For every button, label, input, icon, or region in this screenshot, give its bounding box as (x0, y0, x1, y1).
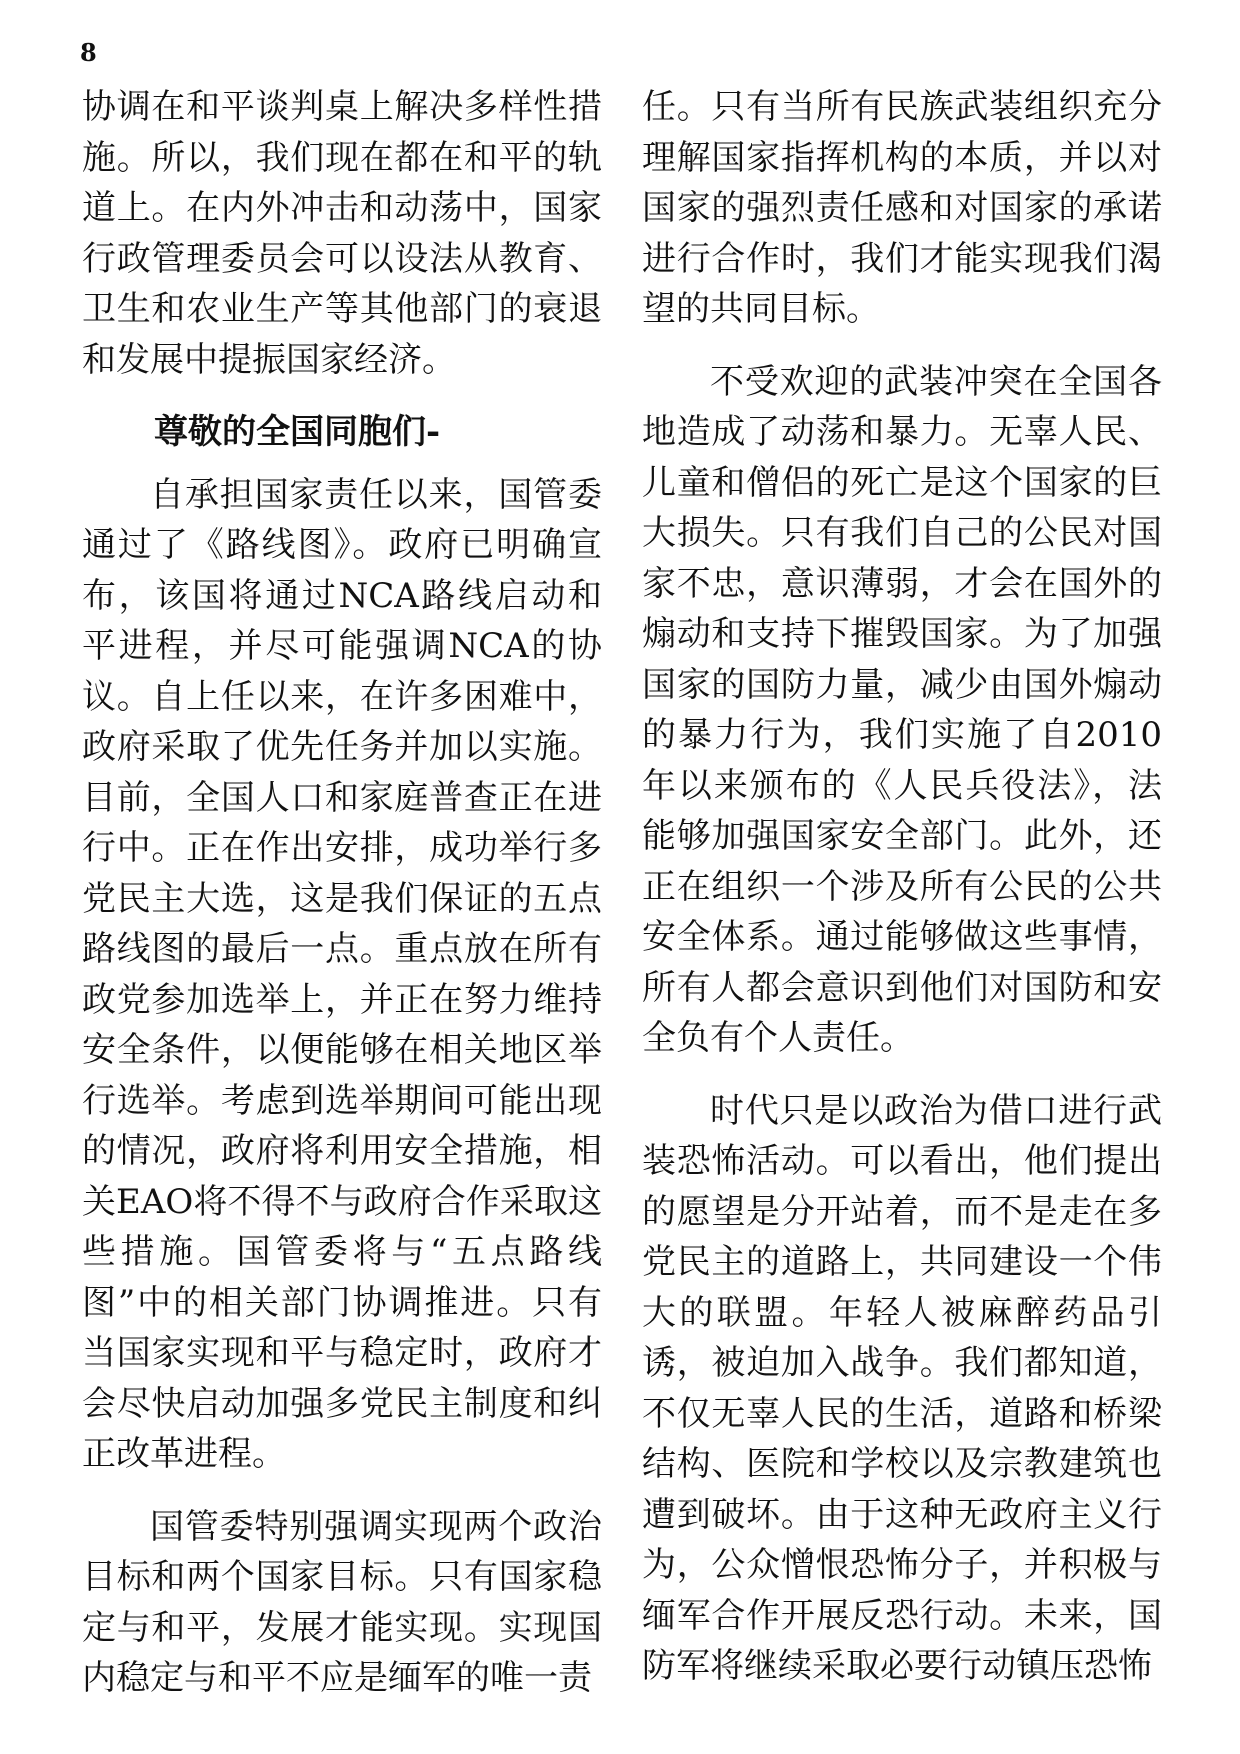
paragraph: 时代只是以政治为借口进行武装恐怖活动。可以看出，他们提出的愿望是分开站着，而不是走在多党民主的道路上，共同建设一个伟大的联盟。年轻人被麻醉药品引诱，被迫加入战争。我们都知道，不仅无辜人民的生活，道路和桥梁结构、医院和学校以及宗教建筑也遭到破坏。由于这种无政府主义行为，公众憎恨恐怖分子，并积极与缅军合作开展反恐行动。未来，国防军将继续采取必要行动镇压恐怖 (642, 1090, 1162, 1686)
right-column (642, 82, 1162, 1714)
paragraph: 国管委特别强调实现两个政治目标和两个国家目标。只有国家稳定与和平，发展才能实现。实现国内稳定与和平不应是缅军的唯一责 (82, 1506, 602, 1698)
salutation-heading: 尊敬的全国同胞们- (154, 412, 441, 452)
paragraph: 不受欢迎的武装冲突在全国各地造成了动荡和暴力。无辜人民、儿童和僧侣的死亡是这个国家的巨大损失。只有我们自己的公民对国家不忠，意识薄弱，才会在国外的煽动和支持下摧毁国家。为了加强国家的国防力量，减少由国外煽动的暴力行为，我们实施了自2010年以来颁布的《人民兵役法》，法能够加强国家安全部门。此外，还正在组织一个涉及所有公民的公共安全体系。通过能够做这些事情，所有人都会意识到他们对国防和安全负有个人责任。 (642, 361, 1162, 1058)
paragraph: 任。只有当所有民族武装组织充分理解国家指挥机构的本质，并以对国家的强烈责任感和对国家的承诺进行合作时，我们才能实现我们渴望的共同目标。 (642, 87, 1162, 329)
paragraph: 自承担国家责任以来，国管委通过了《路线图》。政府已明确宣布，该国将通过NCA路线启动和平进程，并尽可能强调NCA的协议。自上任以来，在许多困难中，政府采取了优先任务并加以实施。目前，全国人口和家庭普查正在进行中。正在作出安排，成功举行多党民主大选，这是我们保证的五点路线图的最后一点。重点放在所有政党参加选举上，并正在努力维持安全条件，以便能够在相关地区举行选举。考虑到选举期间可能出现的情况，政府将利用安全措施，相关EAO将不得不与政府合作采取这些措施。国管委将与“五点路线图”中的相关部门协调推进。只有当国家实现和平与稳定时，政府才会尽快启动加强多党民主制度和纠正改革进程。 (82, 474, 602, 1474)
paragraph: 协调在和平谈判桌上解决多样性措施。所以，我们现在都在和平的轨道上。在内外冲击和动荡中，国家行政管理委员会可以设法从教育、卫生和农业生产等其他部门的衰退和发展中提振国家经济。 (82, 87, 602, 380)
page-number: 8 (80, 38, 97, 67)
left-column (82, 82, 602, 1726)
